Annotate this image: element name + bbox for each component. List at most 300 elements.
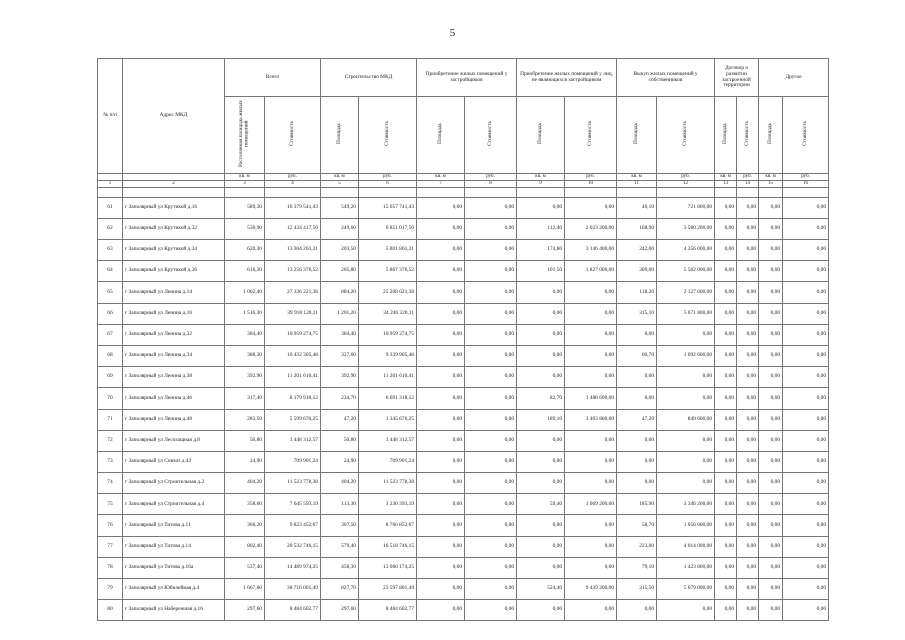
table-row [98, 282, 829, 303]
value-cell: 849 600,00 [657, 409, 715, 430]
value-cell: 0,00 [759, 451, 783, 472]
value-cell: 189,10 [517, 409, 565, 430]
header-area-text: Площадь [335, 122, 342, 145]
spacer-cell [265, 187, 321, 197]
value-cell: 0,00 [715, 367, 737, 388]
value-cell: 0,00 [417, 388, 465, 409]
address-cell: г Заполярный ул Ленина д.48 [123, 409, 225, 430]
value-cell: 14 489 974,25 [265, 557, 321, 578]
value-cell: 0,00 [737, 261, 759, 282]
value-cell: 0,00 [417, 324, 465, 345]
value-cell: 9 823 452,67 [265, 515, 321, 536]
page-number: 5 [449, 27, 456, 39]
value-cell: 9 439 200,00 [565, 579, 617, 600]
table-row [98, 515, 829, 536]
value-cell: 0,00 [465, 409, 517, 430]
value-cell: 884,20 [321, 282, 359, 303]
value-cell: 0,00 [465, 473, 517, 494]
address-cell: г Заполярный ул Строительная д.4 [123, 494, 225, 515]
row-number-cell: 71 [98, 409, 123, 430]
value-cell: 1 448 312,57 [359, 430, 417, 451]
value-cell: 0,00 [715, 261, 737, 282]
row-number-cell: 79 [98, 579, 123, 600]
value-cell: 0,00 [417, 345, 465, 366]
value-cell: 0,00 [565, 324, 617, 345]
value-cell: 0,00 [783, 324, 829, 345]
row-number-cell: 62 [98, 218, 123, 239]
value-cell: 0,00 [465, 197, 517, 218]
header-cost [737, 97, 759, 174]
value-cell: 0,00 [465, 494, 517, 515]
unit-cell: руб. [359, 173, 417, 180]
value-cell: 101,50 [517, 261, 565, 282]
value-cell: 0,00 [517, 536, 565, 557]
value-cell: 0,00 [759, 430, 783, 451]
value-cell: 358,60 [225, 494, 265, 515]
unit-cell: руб. [565, 173, 617, 180]
spacer-cell [617, 187, 657, 197]
value-cell: 0,00 [783, 282, 829, 303]
unit-cell: руб. [657, 173, 715, 180]
value-cell: 0,00 [517, 515, 565, 536]
value-cell: 12 434 417,56 [265, 218, 321, 239]
value-cell: 0,00 [617, 388, 657, 409]
table-body [98, 197, 829, 621]
value-cell: 0,00 [465, 515, 517, 536]
value-cell: 58,70 [617, 515, 657, 536]
value-cell: 530,90 [225, 218, 265, 239]
header-total-cost [265, 97, 321, 174]
header-area [517, 97, 565, 174]
value-cell: 0,00 [783, 261, 829, 282]
unit-cell [98, 173, 123, 180]
value-cell: 7 645 593,19 [265, 494, 321, 515]
header-total-cost-text: Стоимость [288, 121, 295, 146]
value-cell: 0,00 [565, 600, 617, 621]
header-area [617, 97, 657, 174]
table-row [98, 324, 829, 345]
table-row [98, 451, 829, 472]
value-cell: 0,00 [737, 240, 759, 261]
value-cell: 1 345 676,25 [359, 409, 417, 430]
value-cell: 1 002,40 [225, 282, 265, 303]
row-number-cell: 61 [98, 197, 123, 218]
header-cost [465, 97, 517, 174]
address-cell: г Заполярный ул Крутикой д.36 [123, 261, 225, 282]
value-cell: 579,40 [321, 536, 359, 557]
row-number-cell: 75 [98, 494, 123, 515]
value-cell: 0,00 [759, 240, 783, 261]
value-cell: 8 179 918,12 [265, 388, 321, 409]
value-cell: 0,00 [657, 600, 715, 621]
value-cell: 11 523 778,38 [359, 473, 417, 494]
header-area [759, 97, 783, 174]
value-cell: 0,00 [715, 515, 737, 536]
value-cell: 13 256 376,52 [265, 261, 321, 282]
row-number-cell: 76 [98, 515, 123, 536]
value-cell: 174,80 [517, 240, 565, 261]
value-cell: 8 484 602,77 [359, 600, 417, 621]
value-cell: 0,00 [783, 600, 829, 621]
table-row [98, 367, 829, 388]
value-cell: 0,00 [417, 557, 465, 578]
value-cell: 0,00 [617, 600, 657, 621]
value-cell: 0,00 [617, 324, 657, 345]
unit-cell [123, 173, 225, 180]
value-cell: 0,00 [417, 240, 465, 261]
header-cost-text: Стоимость [383, 121, 390, 146]
value-cell: 0,00 [617, 473, 657, 494]
value-cell: 404,20 [321, 473, 359, 494]
value-cell: 0,00 [417, 218, 465, 239]
row-number-cell: 65 [98, 282, 123, 303]
value-cell: 47,20 [617, 409, 657, 430]
column-number-cell: 12 [657, 180, 715, 187]
value-cell: 0,00 [759, 282, 783, 303]
value-cell: 0,00 [565, 282, 617, 303]
value-cell: 1 092 600,00 [657, 345, 715, 366]
header-group-total: Всего [225, 59, 321, 97]
table-row [98, 430, 829, 451]
value-cell: 0,00 [715, 197, 737, 218]
row-number-cell: 73 [98, 451, 123, 472]
value-cell: 0,00 [417, 494, 465, 515]
table-row [98, 261, 829, 282]
value-cell: 1 423 800,00 [657, 557, 715, 578]
column-number-cell: 2 [123, 180, 225, 187]
row-number-cell: 68 [98, 345, 123, 366]
spacer-cell [657, 187, 715, 197]
spacer-cell [759, 187, 783, 197]
table-row [98, 218, 829, 239]
table-row [98, 345, 829, 366]
value-cell: 458,30 [321, 557, 359, 578]
value-cell: 0,00 [715, 451, 737, 472]
value-cell: 24,90 [225, 451, 265, 472]
value-cell: 9 339 905,48 [359, 345, 417, 366]
value-cell: 0,00 [465, 451, 517, 472]
spacer-cell [98, 187, 123, 197]
value-cell: 0,00 [417, 473, 465, 494]
value-cell: 3 346 200,00 [657, 494, 715, 515]
spacer-cell [565, 187, 617, 197]
resettlement-table [97, 58, 829, 621]
value-cell: 0,00 [759, 409, 783, 430]
row-number-cell: 66 [98, 303, 123, 324]
value-cell: 0,00 [465, 218, 517, 239]
value-cell: 0,00 [759, 261, 783, 282]
value-cell: 1 056 600,00 [657, 515, 715, 536]
value-cell: 0,00 [783, 515, 829, 536]
table-row [98, 303, 829, 324]
spacer-cell [225, 187, 265, 197]
value-cell: 315,10 [617, 303, 657, 324]
value-cell: 0,00 [783, 303, 829, 324]
value-cell: 0,00 [783, 579, 829, 600]
value-cell: 392,90 [321, 367, 359, 388]
value-cell: 0,00 [517, 282, 565, 303]
address-cell: г Заполярный ул Крутикой д.32 [123, 218, 225, 239]
header-area [321, 97, 359, 174]
value-cell: 0,00 [737, 197, 759, 218]
address-cell: г Заполярный ул Ленина д.46 [123, 388, 225, 409]
spacer-cell [321, 187, 359, 197]
table-row [98, 240, 829, 261]
value-cell: 0,00 [715, 579, 737, 600]
value-cell: 10 432 305,48 [265, 345, 321, 366]
value-cell: 0,00 [417, 536, 465, 557]
value-cell: 23 597 801,49 [359, 579, 417, 600]
value-cell: 384,40 [321, 324, 359, 345]
value-cell: 0,00 [737, 494, 759, 515]
value-cell: 38 716 001,49 [265, 579, 321, 600]
row-number-cell: 78 [98, 557, 123, 578]
value-cell: 234,70 [321, 388, 359, 409]
value-cell: 0,00 [565, 197, 617, 218]
column-number-cell: 16 [783, 180, 829, 187]
value-cell: 0,00 [783, 367, 829, 388]
value-cell: 0,00 [565, 345, 617, 366]
value-cell: 0,00 [737, 345, 759, 366]
unit-cell: руб. [737, 173, 759, 180]
value-cell: 0,00 [517, 303, 565, 324]
row-number-cell: 77 [98, 536, 123, 557]
value-cell: 0,00 [565, 303, 617, 324]
value-cell: 0,00 [783, 473, 829, 494]
header-no: № п/п [98, 59, 123, 174]
value-cell: 0,00 [715, 282, 737, 303]
value-cell: 0,00 [517, 600, 565, 621]
value-cell: 1 448 312,57 [265, 430, 321, 451]
spacer-cell [737, 187, 759, 197]
spacer-cell [123, 187, 225, 197]
value-cell: 59,40 [517, 494, 565, 515]
spacer-cell [715, 187, 737, 197]
header-area-text: Площадь [721, 122, 728, 145]
value-cell: 0,00 [759, 494, 783, 515]
value-cell: 1 069 200,00 [565, 494, 617, 515]
header-area-text: Площадь [632, 122, 639, 145]
value-cell: 4 014 000,00 [657, 536, 715, 557]
value-cell: 242,00 [617, 240, 657, 261]
column-number-cell: 15 [759, 180, 783, 187]
header-group-purchase-non-developers: Приобретение жилых помещений у лиц, не являющихся застройщиком [517, 59, 617, 97]
value-cell: 0,00 [465, 367, 517, 388]
column-number-cell: 5 [321, 180, 359, 187]
value-cell: 0,00 [737, 430, 759, 451]
value-cell: 0,00 [657, 451, 715, 472]
value-cell: 0,00 [417, 600, 465, 621]
value-cell: 50,80 [321, 430, 359, 451]
value-cell: 0,00 [465, 324, 517, 345]
address-cell: г Заполярный ул Совхоз д.43 [123, 451, 225, 472]
value-cell: 8 484 602,77 [265, 600, 321, 621]
value-cell: 0,00 [783, 494, 829, 515]
value-cell: 0,00 [465, 430, 517, 451]
value-cell: 0,00 [759, 579, 783, 600]
value-cell: 1 201,20 [321, 303, 359, 324]
value-cell: 3 230 393,19 [359, 494, 417, 515]
value-cell: 0,00 [759, 536, 783, 557]
unit-cell: руб. [465, 173, 517, 180]
value-cell: 25 208 621,38 [359, 282, 417, 303]
value-cell: 0,00 [465, 388, 517, 409]
value-cell: 0,00 [783, 197, 829, 218]
spacer-cell [465, 187, 517, 197]
value-cell: 0,00 [759, 197, 783, 218]
value-cell: 0,00 [737, 218, 759, 239]
column-number-cell: 7 [417, 180, 465, 187]
value-cell: 0,00 [715, 218, 737, 239]
value-cell: 0,00 [783, 451, 829, 472]
value-cell: 0,00 [465, 282, 517, 303]
address-cell: г Заполярный ул Ленина д.14 [123, 282, 225, 303]
value-cell: 11 523 778,38 [265, 473, 321, 494]
value-cell: 0,00 [759, 473, 783, 494]
row-number-cell: 63 [98, 240, 123, 261]
value-cell: 0,00 [617, 367, 657, 388]
value-cell: 0,00 [715, 324, 737, 345]
value-cell: 50,80 [225, 430, 265, 451]
value-cell: 0,00 [565, 557, 617, 578]
value-cell: 709 901,24 [359, 451, 417, 472]
column-number-cell: 11 [617, 180, 657, 187]
value-cell: 5 562 000,00 [657, 261, 715, 282]
value-cell: 0,00 [783, 345, 829, 366]
value-cell: 13 304 203,31 [265, 240, 321, 261]
unit-cell: руб. [783, 173, 829, 180]
header-row-groups [98, 59, 829, 97]
header-cost [359, 97, 417, 174]
header-address: Адрес МКД [123, 59, 225, 174]
value-cell: 16 379 541,43 [265, 197, 321, 218]
row-number-cell: 69 [98, 367, 123, 388]
value-cell: 0,00 [565, 451, 617, 472]
row-number-cell: 64 [98, 261, 123, 282]
value-cell: 0,00 [737, 451, 759, 472]
value-cell: 5 671 800,00 [657, 303, 715, 324]
value-cell: 327,60 [321, 345, 359, 366]
value-cell: 0,00 [715, 409, 737, 430]
header-cost-text: Стоимость [681, 121, 688, 146]
header-group-other: Другое [759, 59, 829, 97]
value-cell: 0,00 [617, 430, 657, 451]
value-cell: 404,20 [225, 473, 265, 494]
table-row [98, 536, 829, 557]
unit-cell: кв. м [517, 173, 565, 180]
value-cell: 20 532 746,15 [265, 536, 321, 557]
value-cell: 0,00 [715, 600, 737, 621]
value-cell: 0,00 [465, 600, 517, 621]
spacer-cell [417, 187, 465, 197]
value-cell: 0,00 [715, 536, 737, 557]
table-row [98, 473, 829, 494]
value-cell: 0,00 [737, 282, 759, 303]
address-cell: г Заполярный ул Титова д.14 [123, 536, 225, 557]
value-cell: 721 800,00 [657, 197, 715, 218]
address-cell: г Заполярный ул Ленина д.38 [123, 367, 225, 388]
value-cell: 283,50 [225, 409, 265, 430]
column-number-cell: 3 [225, 180, 265, 187]
value-cell: 249,60 [321, 218, 359, 239]
value-cell: 366,20 [225, 515, 265, 536]
column-number-cell: 9 [517, 180, 565, 187]
address-cell: г Заполярный ул Крутикой д.34 [123, 240, 225, 261]
value-cell: 0,00 [737, 324, 759, 345]
address-cell: г Заполярный ул Строительная д.2 [123, 473, 225, 494]
value-cell: 0,00 [465, 303, 517, 324]
value-cell: 0,00 [715, 557, 737, 578]
value-cell: 0,00 [737, 473, 759, 494]
header-area-text: Площадь [536, 122, 543, 145]
value-cell: 709 901,24 [265, 451, 321, 472]
value-cell: 6 851 017,56 [359, 218, 417, 239]
value-cell: 0,00 [565, 515, 617, 536]
value-cell: 0,00 [517, 324, 565, 345]
value-cell: 47,20 [321, 409, 359, 430]
column-number-cell: 14 [737, 180, 759, 187]
unit-cell: кв. м [417, 173, 465, 180]
header-group-construction: Строительство МКД [321, 59, 417, 97]
value-cell: 10 959 274,75 [359, 324, 417, 345]
value-cell: 0,00 [783, 218, 829, 239]
value-cell: 0,00 [417, 261, 465, 282]
header-area [417, 97, 465, 174]
address-cell: г Заполярный ул Ленина д.34 [123, 345, 225, 366]
value-cell: 13 066 174,25 [359, 557, 417, 578]
value-cell: 0,00 [465, 240, 517, 261]
value-cell: 5 801 803,31 [359, 240, 417, 261]
value-cell: 79,10 [617, 557, 657, 578]
value-cell: 82,70 [517, 388, 565, 409]
value-cell: 3 146 400,00 [565, 240, 617, 261]
value-cell: 203,50 [321, 240, 359, 261]
table-row [98, 409, 829, 430]
value-cell: 3 403 800,00 [565, 409, 617, 430]
row-number-cell: 74 [98, 473, 123, 494]
column-number-cell: 1 [98, 180, 123, 187]
value-cell: 0,00 [517, 451, 565, 472]
value-cell: 315,50 [617, 579, 657, 600]
value-cell: 0,00 [657, 430, 715, 451]
header-cost-text: Стоимость [801, 121, 808, 146]
value-cell: 0,00 [517, 367, 565, 388]
value-cell: 0,00 [565, 367, 617, 388]
value-cell: 4 356 000,00 [657, 240, 715, 261]
value-cell: 549,20 [321, 197, 359, 218]
header-cost-text: Стоимость [586, 121, 593, 146]
value-cell: 2 023 200,00 [565, 218, 617, 239]
value-cell: 620,30 [225, 240, 265, 261]
value-cell: 11 201 610,41 [265, 367, 321, 388]
spacer-cell [359, 187, 417, 197]
value-cell: 0,00 [417, 579, 465, 600]
value-cell: 223,00 [617, 536, 657, 557]
value-cell: 0,00 [465, 557, 517, 578]
value-cell: 0,00 [715, 388, 737, 409]
value-cell: 0,00 [759, 388, 783, 409]
spacer-cell [517, 187, 565, 197]
value-cell: 3 580 200,00 [657, 218, 715, 239]
value-cell: 0,00 [517, 430, 565, 451]
value-cell: 11 201 610,41 [359, 367, 417, 388]
value-cell: 0,00 [759, 600, 783, 621]
value-cell: 5 599 676,25 [265, 409, 321, 430]
value-cell: 205,80 [321, 261, 359, 282]
value-cell: 0,00 [715, 345, 737, 366]
address-cell: г Заполярный ул Ленина д.16 [123, 303, 225, 324]
address-cell: г Заполярный ул Лесозащная д.8 [123, 430, 225, 451]
